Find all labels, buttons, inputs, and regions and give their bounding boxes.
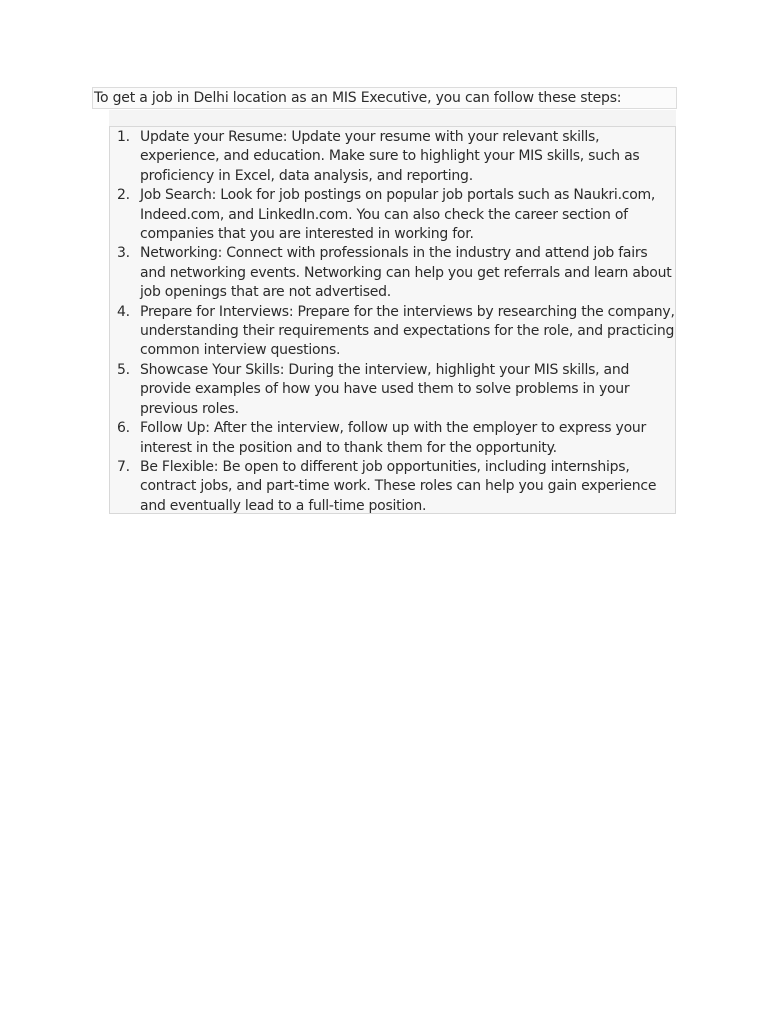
list-item <box>110 244 680 302</box>
item-text-line: experience, and education. Make sure to highlight your MIS skills, such as <box>140 148 640 165</box>
item-text-line: Update your Resume: Update your resume with your relevant skills, <box>140 129 600 145</box>
item-number: 3. <box>117 245 130 262</box>
item-number: 1. <box>117 129 130 145</box>
item-text-line: Networking: Connect with professionals in the industry and attend job fairs <box>140 245 648 262</box>
item-text-line: Showcase Your Skills: During the interview, highlight your MIS skills, and <box>140 361 630 378</box>
item-text-line: Indeed.com, and LinkedIn.com. You can also check the career section of <box>140 206 628 223</box>
item-number: 4. <box>117 303 130 320</box>
list-item <box>110 128 680 186</box>
item-text-line: Follow Up: After the interview, follow up with the employer to express your <box>140 420 647 437</box>
list-item <box>110 186 680 244</box>
item-number: 6. <box>117 420 130 437</box>
intro-text: To get a job in Delhi location as an MIS Executive, you can follow these steps: <box>92 87 677 109</box>
item-text-line: Job Search: Look for job postings on popular job portals such as Naukri.com, <box>140 187 656 204</box>
item-text-line: Be Flexible: Be open to different job opportunities, including internships, <box>140 458 630 475</box>
item-text-line: Prepare for Interviews: Prepare for the interviews by researching the company, <box>140 303 675 320</box>
item-text-line: interest in the position and to thank them for the opportunity. <box>140 439 557 456</box>
list-item <box>110 303 680 361</box>
steps-list-box <box>109 126 676 514</box>
item-text-line: proficiency in Excel, data analysis, and reporting. <box>140 167 473 184</box>
item-text-line: job openings that are not advertised. <box>140 284 391 301</box>
item-text-line: and eventually lead to a full-time position. <box>140 497 427 514</box>
list-item <box>110 361 680 419</box>
item-text-line: contract jobs, and part-time work. These roles can help you gain experience <box>140 478 657 495</box>
item-text-line: and networking events. Networking can help you get referrals and learn about <box>140 264 672 281</box>
item-number: 5. <box>117 361 130 378</box>
list-item <box>110 458 680 516</box>
item-text-line: companies that you are interested in working for. <box>140 226 474 243</box>
item-text-line: understanding their requirements and expectations for the role, and practicing <box>140 323 675 340</box>
list-item <box>110 419 680 458</box>
item-text-line: provide examples of how you have used them to solve problems in your <box>140 381 630 398</box>
item-text-line: previous roles. <box>140 400 239 417</box>
separator-strip <box>109 110 676 126</box>
steps-list <box>110 128 680 516</box>
item-number: 7. <box>117 458 130 475</box>
item-number: 2. <box>117 187 130 204</box>
item-text-line: common interview questions. <box>140 342 341 359</box>
